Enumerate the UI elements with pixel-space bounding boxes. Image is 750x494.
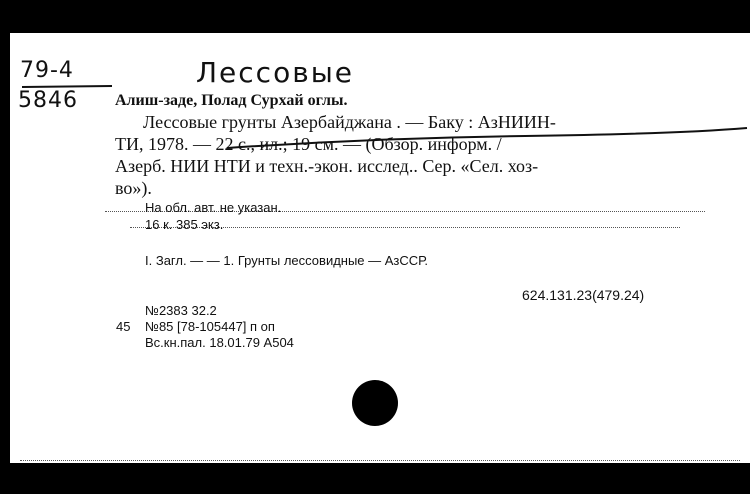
tracing-line: I. Загл. — — 1. Грунты лессовидные — АзССР. [145, 253, 428, 268]
author-heading: Алиш-заде, Полад Сурхай оглы. [115, 92, 348, 109]
card-dotted-line [20, 460, 740, 461]
classification-code: 624.131.23(479.24) [522, 287, 645, 303]
chamber-line: Вс.кн.пал. 18.01.79 А504 [145, 335, 294, 350]
order-prefix: 45 [116, 319, 131, 334]
order-line: №85 [78-105447] п оп [145, 319, 275, 334]
handwritten-strike-line [225, 124, 750, 154]
handwritten-title-note: Лессовые [196, 56, 355, 89]
note-cover: На обл. авт. не указан. [145, 200, 282, 215]
handwritten-call-number-bottom: 5846 [18, 88, 78, 113]
title-line-2: ТИ, 1978. — 22 с., ил.; 19 см. — (Обзор. информ. / [115, 134, 502, 154]
number-line: №2383 32.2 [145, 303, 217, 318]
note-price: 16 к. 385 экз. [145, 217, 224, 232]
title-line-3: Азерб. НИИ НТИ и техн.-экон. исслед.. Сер. «Сел. хоз- [115, 156, 539, 176]
title-line-1: Лессовые грунты Азербайджана . — Баку : АзНИИН- [143, 112, 556, 132]
handwritten-call-number-top: 79-4 [20, 58, 74, 83]
punch-hole [352, 380, 398, 426]
title-line-4: во»). [115, 178, 152, 198]
